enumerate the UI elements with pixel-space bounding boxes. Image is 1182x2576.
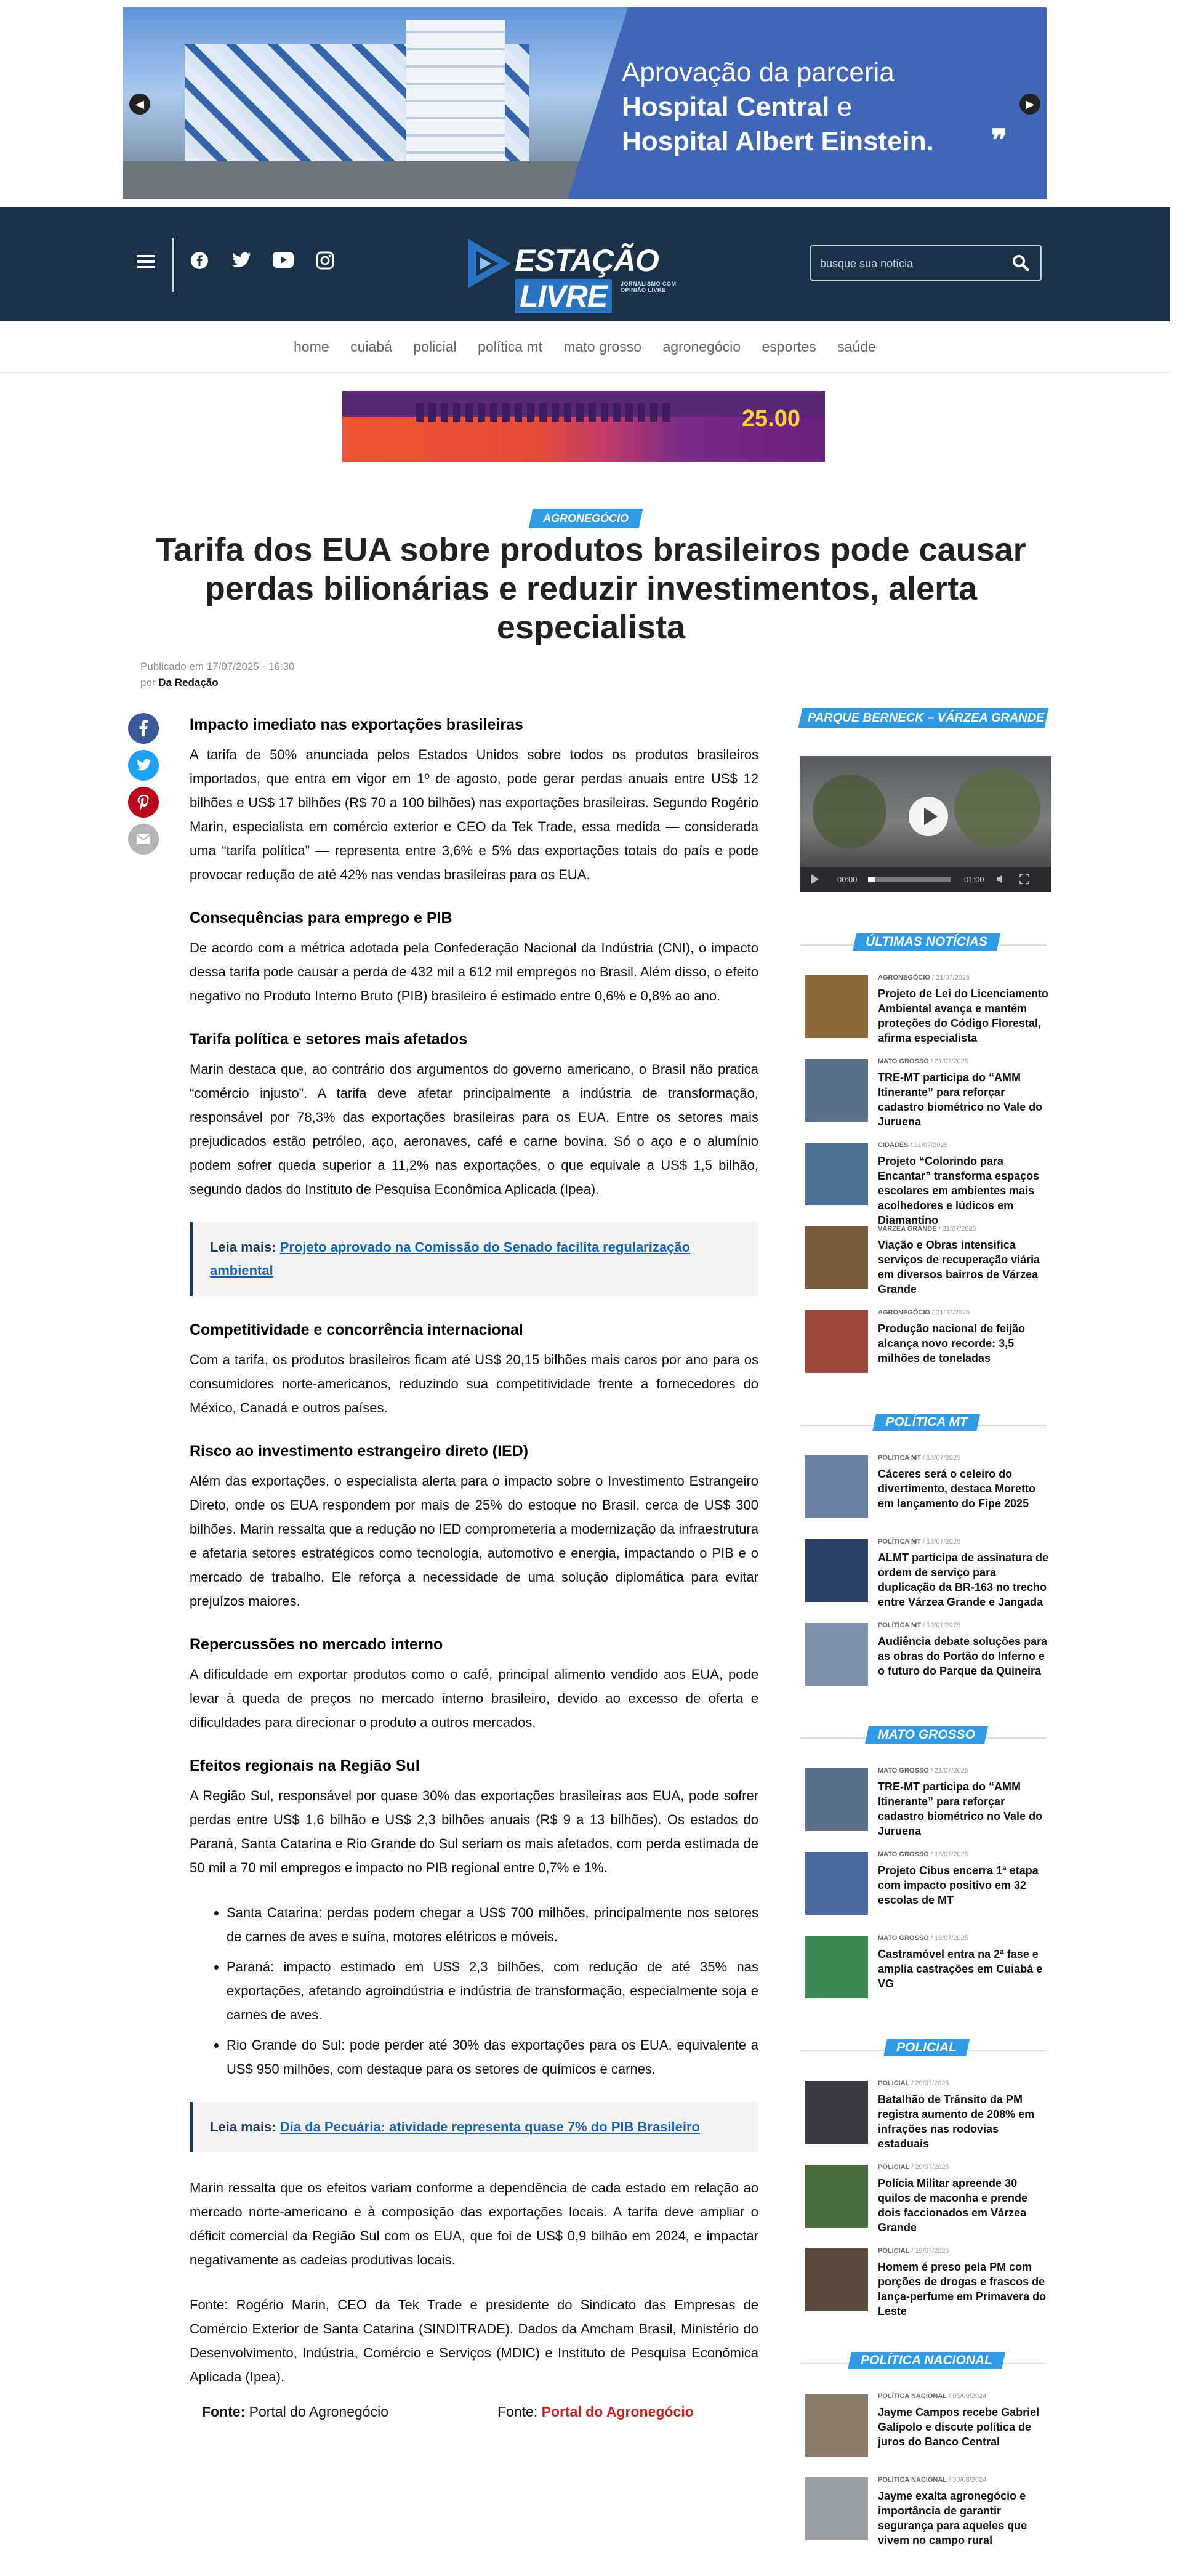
hospital-banner[interactable]	[123, 7, 1047, 199]
video-heading: PARQUE BERNECK – VÁRZEA GRANDE	[800, 708, 1053, 743]
news-item[interactable]	[800, 1225, 1053, 1309]
paragraph: Além das exportações, o especialista alerta para o impacto sobre o Investimento Estrangeiro Direto, onde os EUA respondem por mais de 25% do estoque no Brasil, cerca de US$ 300 bilhões. Marin ressalta que a redução no IED comprometeria a modernização da infraestrutura e afetaria setores estratégicos como tecnologia, automotivo e energia, impactando o PIB e o mercado de trabalho. Ele reforça a necessidade de uma solução diplomática para evitar prejuízos maiores.	[190, 1473, 758, 1609]
news-category[interactable]: POLÍTICA NACIONAL	[878, 2393, 947, 2400]
news-title[interactable]: Castramóvel entra na 2ª fase e amplia castrações em Cuiabá e VG	[878, 1948, 1043, 1990]
news-category[interactable]: POLÍTICA MT	[878, 1538, 921, 1545]
news-item[interactable]	[800, 1767, 1053, 1851]
section-heading: Efeitos regionais na Região Sul	[190, 1757, 420, 1774]
main-nav	[0, 321, 1170, 373]
author-name[interactable]: Da Redação	[158, 677, 219, 688]
banner-prev-icon[interactable]: ◀	[129, 94, 150, 115]
news-title[interactable]: Viação e Obras intensifica serviços de recuperação viária em diversos bairros de Várzea Grande	[878, 1239, 1040, 1295]
news-thumbnail[interactable]	[805, 2081, 868, 2144]
banner-line-3: Hospital Albert Einstein.	[622, 126, 934, 156]
news-category[interactable]: MATO GROSSO	[878, 1767, 929, 1774]
sidebar-section	[800, 1409, 1053, 1705]
news-meta: POLÍTICA MT / 18/07/2025	[878, 1622, 961, 1629]
paragraph: A Região Sul, responsável por quase 30% das exportações brasileiras aos EUA, pode sofrer perdas entre US$ 1,6 bilhão e US$ 2,3 bilhões anuais (R$ 9 a 13 bilhões). Os estados do Paraná, Santa Catarina e Rio Grande do Sul seriam os mais afetados, com perda estimada de 50 mil a 70 mil empregos e impacto no PIB regional entre 0,7% e 1%.	[190, 1788, 758, 1875]
section-heading: Repercussões no mercado interno	[190, 1636, 443, 1653]
news-date: 21/07/2025	[934, 1767, 968, 1774]
news-thumbnail[interactable]	[805, 1059, 868, 1122]
news-title[interactable]: ALMT participa de assinatura de ordem de serviço para duplicação da BR-163 no trecho entre Várzea Grande e Jangada	[878, 1552, 1049, 1608]
paragraph: De acordo com a métrica adotada pela Confederação Nacional da Indústria (CNI), o impacto dessa tarifa pode causar a perda de 432 mil a 612 mil empregos no Brasil. Além disso, o efeito negativo no Produto Interno Bruto (PIB) brasileiro é estimado entre 0,6% e 0,8% ao ano.	[190, 940, 758, 1004]
logo-play-icon	[463, 236, 515, 291]
banner-next-icon[interactable]: ▶	[1019, 94, 1040, 115]
news-item[interactable]	[800, 1454, 1053, 1538]
news-date: 30/08/2024	[952, 2476, 987, 2484]
read-more-label: Leia mais:	[210, 1239, 280, 1255]
share-pinterest-icon[interactable]	[128, 787, 159, 818]
video-time-current: 00:00	[837, 875, 858, 884]
logo-text: ESTAÇÃO LIVRE	[515, 243, 659, 313]
section-heading: Competitividade e concorrência internacional	[190, 1321, 523, 1338]
news-date: 21/07/2025	[942, 1225, 976, 1233]
by-label: por	[140, 677, 159, 688]
news-item[interactable]	[800, 1309, 1053, 1393]
news-thumbnail[interactable]	[805, 1623, 868, 1686]
news-category[interactable]: POLICIAL	[878, 2080, 910, 2087]
section-heading: Impacto imediato nas exportações brasileiras	[190, 716, 523, 733]
nav-item-cuiaba[interactable]: cuiabá	[350, 339, 392, 355]
news-title[interactable]: Homem é preso pela PM com porções de drogas e frascos de lança-perfume em Primavera do Leste	[878, 2261, 1047, 2317]
banner-line-2a: Hospital Central	[622, 92, 830, 122]
news-category[interactable]: POLICIAL	[878, 2247, 910, 2255]
small-play-icon[interactable]	[811, 874, 819, 884]
news-meta: MATO GROSSO / 18/07/2025	[878, 1851, 968, 1858]
category-badge[interactable]: AGRONEGÓCIO	[529, 509, 643, 528]
read-more-box	[190, 2102, 758, 2152]
news-item[interactable]	[800, 2247, 1053, 2331]
banner-photo	[123, 7, 628, 199]
news-category[interactable]: POLICIAL	[878, 2163, 910, 2171]
news-thumbnail[interactable]	[805, 2248, 868, 2311]
news-thumbnail[interactable]	[805, 1455, 868, 1518]
news-item[interactable]	[800, 1538, 1053, 1622]
news-title[interactable]: Batalhão de Trânsito da PM registra aumento de 208% em infrações nas rodovias estaduais	[878, 2093, 1035, 2150]
sidebar	[800, 708, 1053, 2576]
section-heading: Risco ao investimento estrangeiro direto (IED)	[190, 1443, 529, 1460]
source-1: Fonte: Portal do Agronegócio	[202, 2404, 388, 2420]
nav-item-home[interactable]: home	[294, 339, 329, 355]
nav-item-saude[interactable]: saúde	[837, 339, 876, 355]
sidebar-section	[800, 1721, 1053, 2018]
news-title[interactable]: Projeto “Colorindo para Encantar” transforma espaços escolares em ambientes mais acolhedores e lúdicos em Diamantino	[878, 1155, 1040, 1226]
logo-tagline: JORNALISMO COM OPINIÃO LIVRE	[621, 281, 677, 293]
news-thumbnail[interactable]	[805, 2477, 868, 2540]
news-date: 21/07/2025	[914, 1141, 948, 1149]
news-meta: POLICIAL / 19/07/2025	[878, 2247, 949, 2255]
news-thumbnail[interactable]	[805, 975, 868, 1038]
news-title[interactable]: Produção nacional de feijão alcança novo recorde: 3,5 milhões de toneladas	[878, 1322, 1026, 1364]
news-item[interactable]	[800, 2163, 1053, 2247]
news-meta: POLICIAL / 20/07/2025	[878, 2163, 949, 2171]
sidebar-section-heading	[800, 1409, 1053, 1441]
news-category[interactable]: POLÍTICA MT	[878, 1622, 921, 1629]
news-date: 19/07/2025	[915, 2247, 949, 2255]
share-email-icon[interactable]	[128, 824, 159, 855]
news-date: 20/07/2025	[915, 2163, 949, 2171]
header-divider	[172, 238, 174, 292]
news-date: 20/07/2025	[915, 2080, 949, 2087]
quote-icon: ❞	[991, 124, 1007, 157]
news-item[interactable]	[800, 2080, 1053, 2163]
news-meta: AGRONEGÓCIO / 21/07/2025	[878, 974, 970, 981]
news-thumbnail[interactable]	[805, 1539, 868, 1602]
read-more-link[interactable]: Dia da Pecuária: atividade representa quase 7% do PIB Brasileiro	[279, 2119, 700, 2135]
news-thumbnail[interactable]	[805, 1768, 868, 1831]
news-thumbnail[interactable]	[805, 1936, 868, 1998]
sidebar-section	[800, 2347, 1053, 2560]
news-category[interactable]: POLÍTICA NACIONAL	[878, 2476, 947, 2484]
banner-line-1: Aprovação da parceria	[622, 57, 895, 87]
news-meta: VÁRZEA GRANDE / 21/07/2025	[878, 1225, 976, 1233]
news-item[interactable]	[800, 1934, 1053, 2018]
sidebar-section-heading	[800, 1721, 1053, 1753]
video-controls	[800, 867, 1051, 892]
nav-item-policial[interactable]: policial	[413, 339, 457, 355]
site-header	[0, 207, 1170, 321]
news-meta: CIDADES / 21/07/2025	[878, 1141, 948, 1149]
news-meta: POLÍTICA MT / 18/07/2025	[878, 1454, 961, 1462]
facebook-icon[interactable]	[188, 251, 211, 273]
list-item: • Santa Catarina: perdas podem chegar a US$ 700 milhões, principalmente nos setores de carnes de aves e suína, motores elétricos e móveis.	[227, 1901, 758, 1949]
news-date: 18/07/2025	[934, 1851, 968, 1858]
video-time-total: 01:00	[964, 875, 984, 884]
section-badge[interactable]: POLÍTICA MT	[872, 1414, 980, 1431]
banner-text	[622, 55, 934, 159]
news-thumbnail[interactable]	[805, 1226, 868, 1289]
news-item[interactable]	[800, 2476, 1053, 2560]
section-badge[interactable]: POLICIAL	[883, 2039, 970, 2056]
ad-skyline	[416, 403, 675, 422]
search-icon[interactable]	[1012, 254, 1029, 272]
paragraph: A dificuldade em exportar produtos como o café, principal alimento vendido aos EUA, pode levar à queda de preços no mercado interno brasileiro, devido ao excesso de oferta e dificuldades para direcionar o produto a outros mercados.	[190, 1667, 758, 1730]
news-date: 21/07/2025	[936, 1309, 970, 1316]
list-item: • Rio Grande do Sul: pode perder até 30% das exportações para os EUA, equivalente a US$ 950 milhões, com destaque para os setores de químicos e carnes.	[227, 2033, 758, 2081]
news-title[interactable]: Audiência debate soluções para as obras do Portão do Inferno e o futuro do Parque da Quineira	[878, 1635, 1048, 1677]
source-link[interactable]: Portal do Agronegócio	[541, 2404, 694, 2420]
list-item: • Paraná: impacto estimado em US$ 2,3 bilhões, com redução de até 35% nas exportações, afetando agroindústria e indústria de transformação, especialmente soja e carnes de aves.	[227, 1955, 758, 2027]
nav-item-esportes[interactable]: esportes	[762, 339, 816, 355]
ad-number: 25.00	[741, 406, 800, 432]
news-item[interactable]	[800, 1851, 1053, 1934]
news-title[interactable]: Projeto de Lei do Licenciamento Ambiental avança e mantém proteções do Código Florestal, afirma especialista	[878, 988, 1049, 1044]
paragraph: A tarifa de 50% anunciada pelos Estados Unidos sobre todos os produtos brasileiros importados, que entra em vigor em 1º de agosto, pode gerar perdas anuais entre US$ 12 bilhões e US$ 17 bilhões (R$ 70 a 100 bilhões) nas exportações brasileiras. Segundo Rogério Marin, especialista em comércio exterior e CEO da Tek Trade, essa medida — considerada uma “tarifa política” — representa entre 3,6% e 5% das exportações totais do país e pode provocar redução de até 42% nas vendas brasileiras para os EUA.	[190, 747, 758, 882]
twitter-icon[interactable]	[230, 251, 252, 273]
site-logo[interactable]	[463, 231, 703, 313]
news-title[interactable]: Cáceres será o celeiro do divertimento, destaca Moretto em lançamento do Fipe 2025	[878, 1468, 1036, 1510]
news-category[interactable]: AGRONEGÓCIO	[878, 974, 930, 981]
section-badge[interactable]: ÚLTIMAS NOTÍCIAS	[853, 933, 1000, 951]
news-date: 18/07/2025	[927, 1622, 961, 1629]
publish-date: Publicado em 17/07/2025 - 16:30	[140, 661, 295, 672]
news-thumbnail[interactable]	[805, 1143, 868, 1205]
paragraph: Fonte: Rogério Marin, CEO da Tek Trade e presidente do Sindicato das Empresas de Comércio Exterior de Santa Catarina (SINDITRADE). Dados da Amcham Brasil, Ministério do Desenvolvimento, Indústria, Comércio e Serviços (MDIC) e Instituto de Pesquisa Econômica Aplicada (Ipea).	[190, 2297, 758, 2385]
news-category[interactable]: POLÍTICA MT	[878, 1454, 921, 1462]
news-category[interactable]: MATO GROSSO	[878, 1851, 929, 1858]
search-input[interactable]	[820, 255, 1005, 272]
news-category[interactable]: VÁRZEA GRANDE	[878, 1225, 937, 1233]
news-thumbnail[interactable]	[805, 2165, 868, 2228]
news-item[interactable]	[800, 2393, 1053, 2476]
video-player[interactable]	[800, 756, 1051, 892]
bullet-list	[227, 1901, 758, 2081]
youtube-icon[interactable]	[272, 251, 294, 273]
fullscreen-icon[interactable]	[1019, 874, 1029, 884]
source-2: Fonte: Portal do Agronegócio	[497, 2404, 694, 2420]
nav-item-politica-mt[interactable]: política mt	[478, 339, 542, 355]
news-meta: POLÍTICA NACIONAL / 30/08/2024	[878, 2476, 987, 2484]
news-item[interactable]	[800, 1141, 1053, 1225]
share-twitter-icon[interactable]	[128, 750, 159, 781]
sidebar-section	[800, 2034, 1053, 2331]
share-facebook-icon[interactable]	[128, 713, 159, 744]
sidebar-section-heading	[800, 2034, 1053, 2066]
source-row	[190, 2400, 758, 2428]
news-thumbnail[interactable]	[805, 1852, 868, 1915]
news-title[interactable]: TRE-MT participa do “AMM Itinerante” para reforçar cadastro biométrico no Vale do Juruena	[878, 1071, 1043, 1128]
sidebar-section-heading	[800, 2347, 1053, 2379]
nav-item-mato-grosso[interactable]: mato grosso	[563, 339, 641, 355]
news-date: 05/09/2024	[952, 2393, 987, 2400]
news-date: 18/07/2025	[934, 1934, 968, 1942]
read-more-box	[190, 1222, 758, 1296]
volume-icon[interactable]	[996, 874, 1007, 884]
news-category[interactable]: MATO GROSSO	[878, 1934, 929, 1942]
news-meta: POLÍTICA NACIONAL / 05/09/2024	[878, 2393, 987, 2400]
nav-item-agronegocio[interactable]: agronegócio	[662, 339, 741, 355]
article-title: Tarifa dos EUA sobre produtos brasileiros pode causar perdas bilionárias e reduzir investimentos, alerta especialista	[156, 531, 1026, 646]
banner-line-2b: e	[829, 92, 853, 122]
news-meta: MATO GROSSO / 21/07/2025	[878, 1767, 968, 1774]
news-thumbnail[interactable]	[805, 2394, 868, 2457]
news-meta: MATO GROSSO / 21/07/2025	[878, 1058, 968, 1065]
section-badge[interactable]: MATO GROSSO	[865, 1726, 988, 1744]
news-date: 21/07/2025	[936, 974, 970, 981]
paragraph: Marin ressalta que os efeitos variam conforme a dependência de cada estado em relação ao mercado norte-americano e à composição das exportações locais. A tarifa deve ampliar o déficit comercial da Região Sul com os EUA, que foi de US$ 0,9 bilhão em 2024, e impactar negativamente as cadeias produtivas locais.	[190, 2180, 758, 2268]
news-title[interactable]: Jayme exalta agronegócio e importância de garantir segurança para aqueles que vivem no campo rural	[878, 2490, 1027, 2546]
paragraph: Marin destaca que, ao contrário dos argumentos do governo americano, o Brasil não pratica “comércio injusto”. A tarifa deve afetar principalmente a indústria de transformação, responsável por 78,3% das exportações brasileiras para os EUA. Entre os setores mais prejudicados estão petróleo, aço, aeronaves, café e carne bovina. Só o aço e o alumínio podem sofrer queda superior a 11,2% nas exportações, o que equivale a US$ 1,5 bilhão, segundo dados do Instituto de Pesquisa Econômica Aplicada (Ipea).	[190, 1061, 758, 1197]
news-category[interactable]: MATO GROSSO	[878, 1058, 929, 1065]
read-more-link[interactable]: Projeto aprovado na Comissão do Senado facilita regularização ambiental	[210, 1239, 691, 1278]
news-category[interactable]: AGRONEGÓCIO	[878, 1309, 930, 1316]
news-date: 18/07/2025	[927, 1538, 961, 1545]
news-item[interactable]	[800, 974, 1053, 1058]
search-box	[810, 245, 1042, 281]
news-title[interactable]: Polícia Militar apreende 30 quilos de maconha e prende dois faccionados em Várzea Grande	[878, 2177, 1028, 2234]
news-title[interactable]: Projeto Cibus encerra 1ª etapa com impacto positivo em 32 escolas de MT	[878, 1864, 1039, 1906]
instagram-icon[interactable]	[314, 251, 336, 273]
news-item[interactable]	[800, 1622, 1053, 1705]
news-thumbnail[interactable]	[805, 1310, 868, 1373]
sidebar-section	[800, 928, 1053, 1393]
video-progress-bar[interactable]	[868, 877, 951, 882]
banner-street-image	[123, 161, 628, 199]
news-date: 21/07/2025	[934, 1058, 968, 1065]
news-meta: AGRONEGÓCIO / 21/07/2025	[878, 1309, 970, 1316]
article-body	[190, 714, 758, 2428]
sidebar-section-heading	[800, 928, 1053, 960]
section-badge[interactable]: POLÍTICA NACIONAL	[848, 2352, 1005, 2369]
section-heading: Consequências para emprego e PIB	[190, 909, 452, 927]
news-meta: POLICIAL / 20/07/2025	[878, 2080, 949, 2087]
news-item[interactable]	[800, 1058, 1053, 1141]
play-icon[interactable]	[909, 797, 948, 836]
news-meta: POLÍTICA MT / 18/07/2025	[878, 1538, 961, 1545]
news-title[interactable]: TRE-MT participa do “AMM Itinerante” para reforçar cadastro biométrico no Vale do Juruena	[878, 1781, 1043, 1837]
news-date: 18/07/2025	[927, 1454, 961, 1462]
section-heading: Tarifa política e setores mais afetados	[190, 1031, 468, 1048]
news-category[interactable]: CIDADES	[878, 1141, 909, 1149]
advertisement-banner[interactable]	[342, 391, 825, 462]
paragraph: Com a tarifa, os produtos brasileiros ficam até US$ 20,15 bilhões mais caros por ano para os consumidores norte-americanos, reduzindo sua competitividade frente a fornecedores do México, Canadá e outros países.	[190, 1352, 758, 1415]
news-meta: MATO GROSSO / 18/07/2025	[878, 1934, 968, 1942]
news-title[interactable]: Jayme Campos recebe Gabriel Galípolo e discute política de juros do Banco Central	[878, 2406, 1040, 2448]
menu-icon[interactable]	[137, 255, 155, 268]
read-more-label: Leia mais:	[210, 2119, 280, 2135]
publish-meta	[140, 659, 294, 691]
